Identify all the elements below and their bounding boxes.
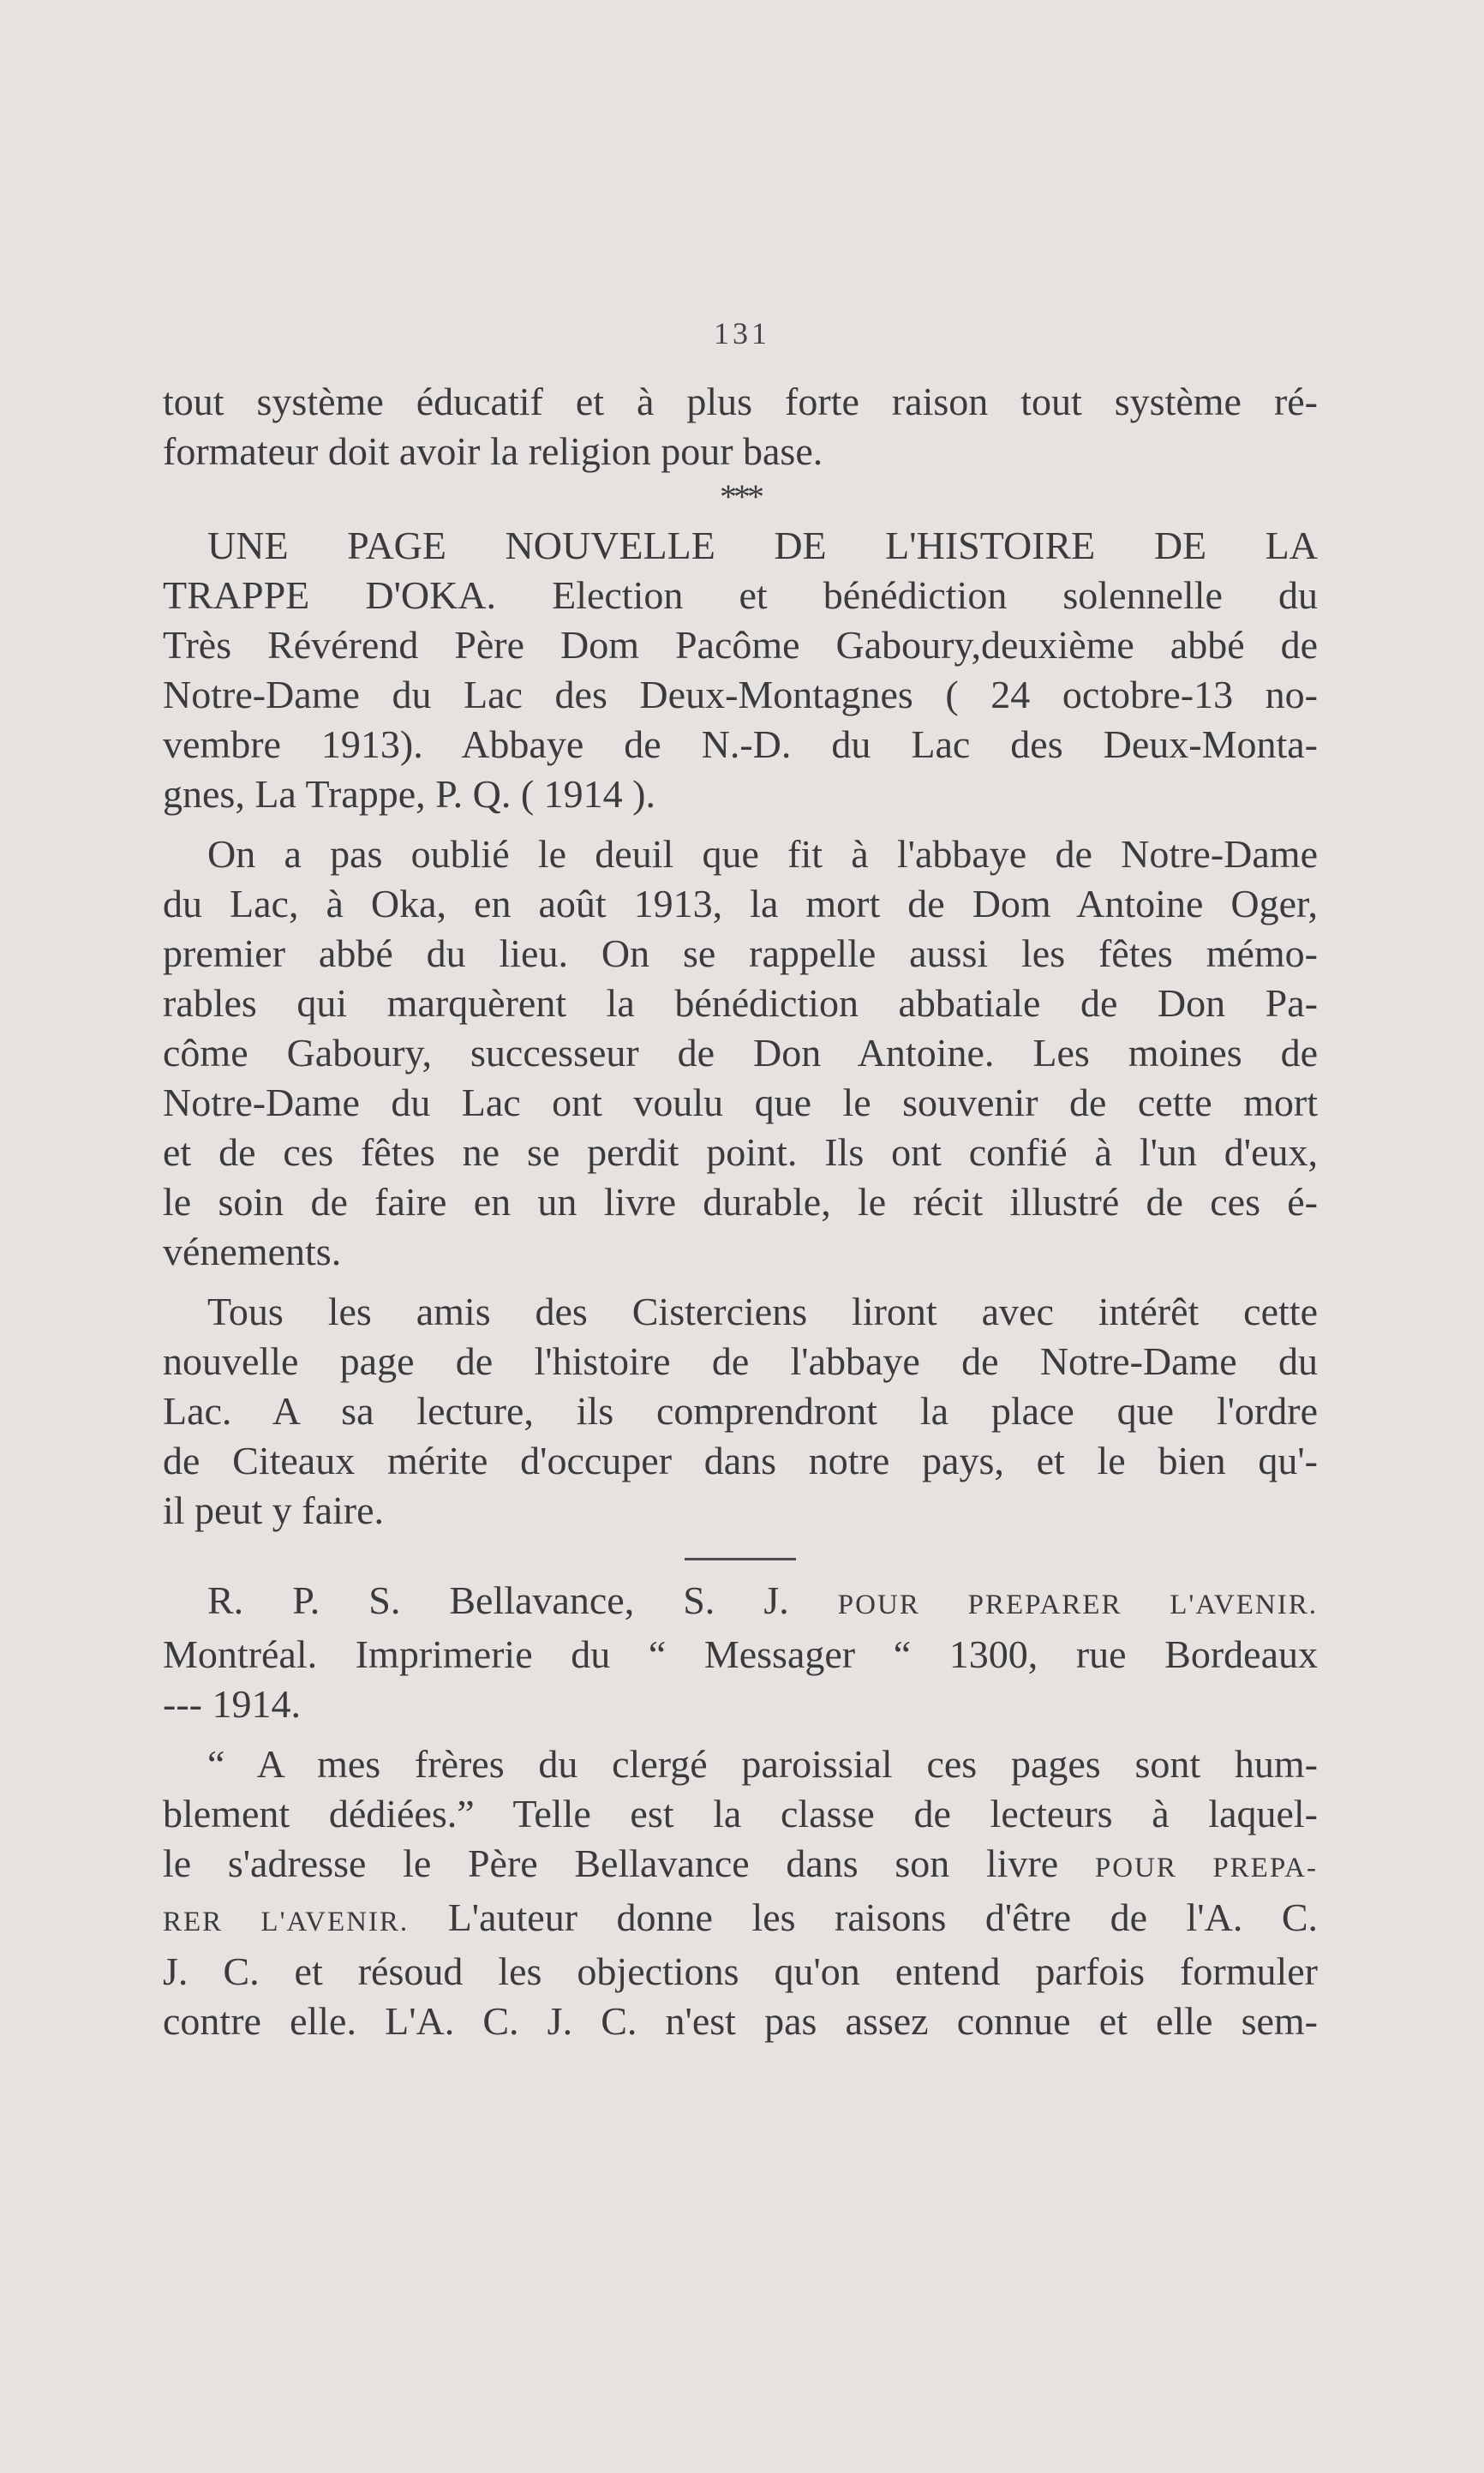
text-line: vénements.	[163, 1230, 342, 1273]
book-title-smallcaps: POUR PREPA-	[1094, 1853, 1318, 1883]
text-span: le s'adresse le Père Bellavance dans son livre	[163, 1841, 1059, 1885]
text-line: Notre-Dame du Lac ont voulu que le souvenir de cette mort	[163, 1081, 1318, 1124]
heading-line: UNE PAGE NOUVELLE DE L'HISTOIRE DE LA	[207, 524, 1318, 567]
text-line	[163, 1893, 1318, 1947]
heading-line: Montréal. Imprimerie du “ Messager “ 1300, rue Bordeaux	[163, 1632, 1318, 1676]
heading-line: --- 1914.	[163, 1682, 301, 1726]
text-line: nouvelle page de l'histoire de l'abbaye de Notre-Dame du	[163, 1339, 1318, 1383]
paragraph	[163, 1287, 1318, 1536]
text-line: le soin de faire en un livre durable, le récit illustré de ces é-	[163, 1180, 1318, 1224]
book-title-smallcaps: RER L'AVENIR.	[163, 1907, 410, 1937]
paragraph	[163, 1739, 1318, 2046]
text-line: côme Gaboury, successeur de Don Antoine. Les moines de	[163, 1031, 1318, 1075]
text-line: “ A mes frères du clergé paroissial ces pages sont hum-	[207, 1742, 1318, 1786]
text-line: formateur doit avoir la religion pour base.	[163, 429, 823, 473]
text-span: L'auteur donne les raisons d'être de l'A. C.	[447, 1895, 1319, 1939]
text-line: On a pas oublié le deuil que fit à l'abbaye de Notre-Dame	[207, 832, 1318, 876]
heading-line: vembre 1913). Abbaye de N.-D. du Lac des Deux-Monta-	[163, 722, 1318, 766]
section-separator: ***	[720, 477, 761, 516]
review-book-title: POUR PREPARER L'AVENIR.	[837, 1590, 1319, 1620]
review-author: R. P. S. Bellavance, S. J.	[207, 1578, 789, 1622]
page-text	[163, 377, 1318, 2046]
text-line: premier abbé du lieu. On se rappelle aussi les fêtes mémo-	[163, 931, 1318, 975]
heading-line: gnes, La Trappe, P. Q. ( 1914 ).	[163, 772, 655, 816]
text-line: blement dédiées.” Telle est la classe de lecteurs à laquel-	[163, 1792, 1318, 1835]
text-line: de Citeaux mérite d'occuper dans notre pays, et le bien qu'-	[163, 1439, 1318, 1482]
review-heading-bellavance	[163, 1576, 1318, 1729]
divider-rule	[685, 1558, 796, 1560]
paragraph	[163, 829, 1318, 1277]
heading-line: Notre-Dame du Lac des Deux-Montagnes ( 24 octobre-13 no-	[163, 673, 1318, 716]
text-line: il peut y faire.	[163, 1488, 385, 1532]
text-line	[163, 1839, 1318, 1893]
review-heading-oka	[163, 521, 1318, 819]
text-line: J. C. et résoud les objections qu'on entend parfois formuler	[163, 1949, 1318, 1993]
text-line: Tous les amis des Cisterciens liront avec intérêt cette	[207, 1290, 1318, 1333]
text-line: rables qui marquèrent la bénédiction abbatiale de Don Pa-	[163, 981, 1318, 1025]
text-line: et de ces fêtes ne se perdit point. Ils ont confié à l'un d'eux,	[163, 1130, 1318, 1174]
heading-line	[163, 1576, 1318, 1630]
heading-line: TRAPPE D'OKA. Election et bénédiction solennelle du	[163, 573, 1318, 617]
text-line: contre elle. L'A. C. J. C. n'est pas assez connue et elle sem-	[163, 1999, 1318, 2043]
text-line: du Lac, à Oka, en août 1913, la mort de Dom Antoine Oger,	[163, 882, 1318, 925]
text-line: Lac. A sa lecture, ils comprendront la place que l'ordre	[163, 1389, 1318, 1433]
text-line: tout système éducatif et à plus forte raison tout système ré-	[163, 380, 1318, 423]
heading-line: Très Révérend Père Dom Pacôme Gaboury,deuxième abbé de	[163, 623, 1318, 667]
page-number: 131	[714, 316, 770, 350]
